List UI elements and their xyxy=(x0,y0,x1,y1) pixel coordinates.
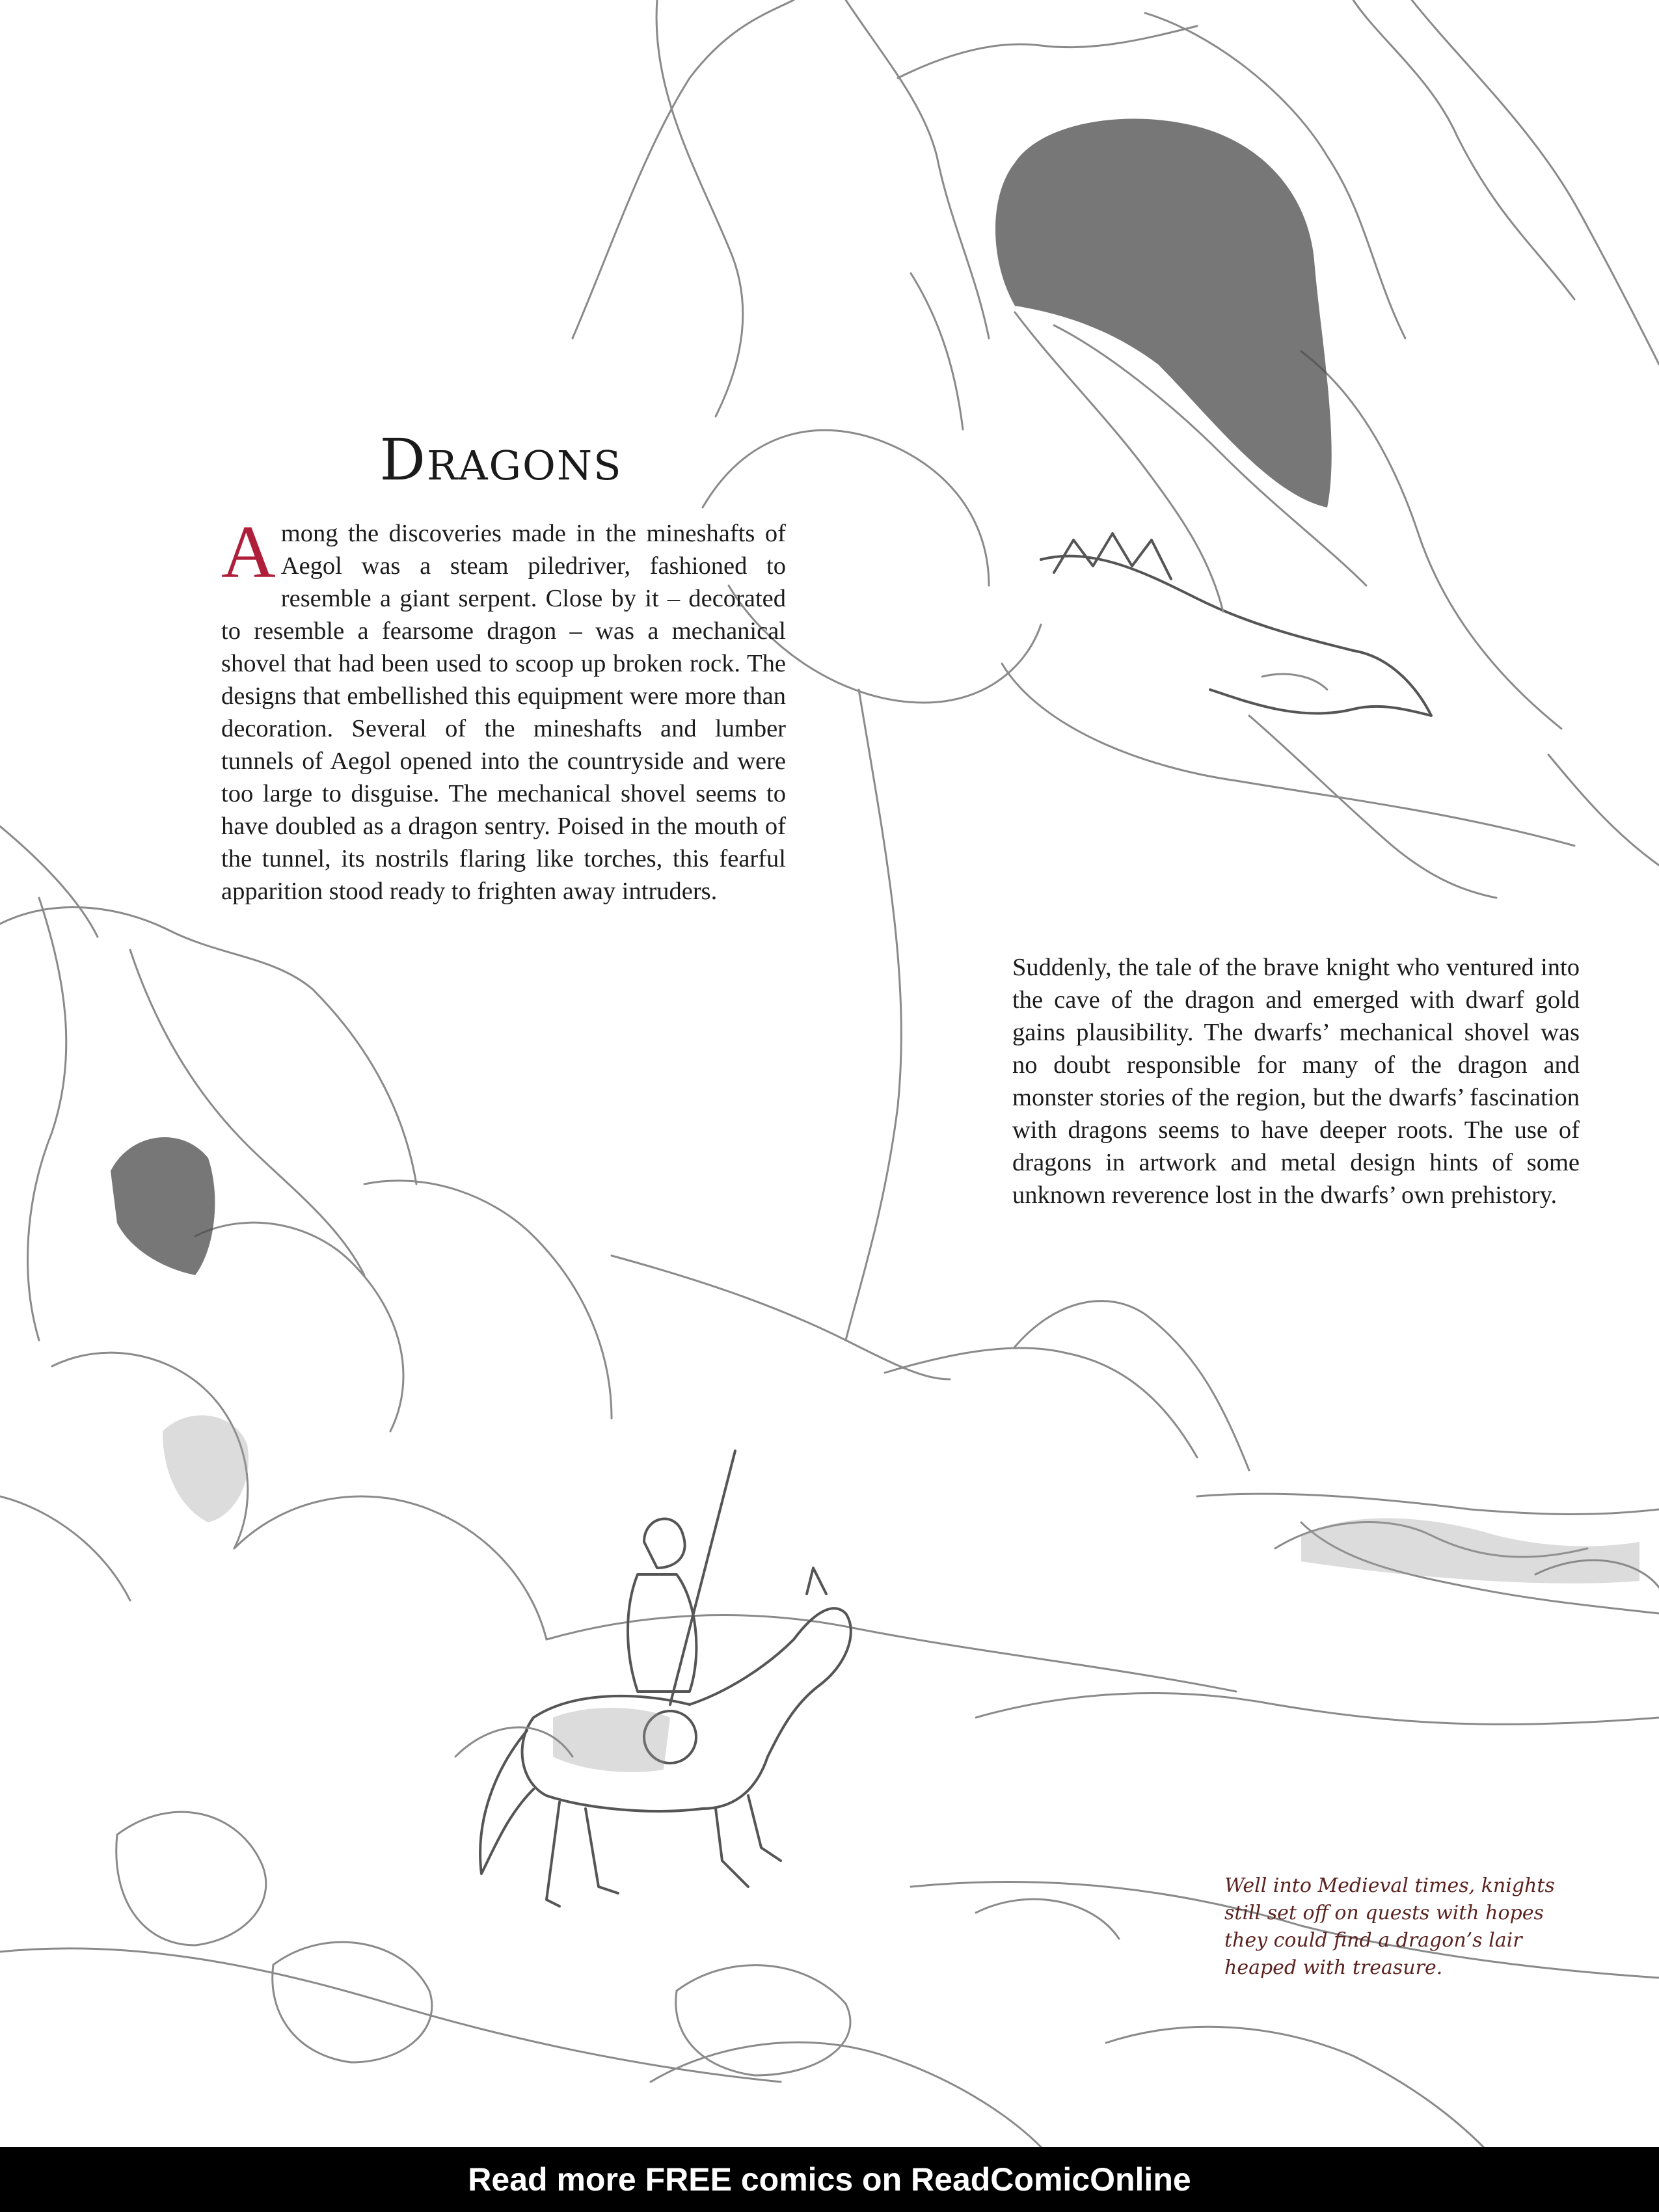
body-paragraph-1-text: mong the discoveries made in the mineshafts of Aegol was a steam piledriver, fashioned to resemble a giant serpent. Close by it – decorated to resemble a fearsome dragon – was a mechanical shovel that had been used to scoop up broken rock. The designs that embellished this equipment were more than decoration. Several of the mineshafts and lumber tunnels of Aegol opened into the countryside and were too large to disguise. The mechanical shovel seems to have doubled as a dragon sentry. Poised in the mouth of the tunnel, its nostrils flaring like torches, this fearful apparition stood ready to frighten away intruders. xyxy=(221,520,786,905)
caption-line: they could find a dragon’s lair xyxy=(1224,1929,1522,1952)
body-paragraph-1 xyxy=(221,511,786,908)
footer-banner[interactable] xyxy=(0,2147,1659,2212)
drop-cap: A xyxy=(221,511,276,594)
cave-mouth-shading xyxy=(995,119,1332,508)
caption-line: still set off on quests with hopes xyxy=(1224,1902,1544,1924)
footer-link-text[interactable]: Read more FREE comics on ReadComicOnline xyxy=(468,2161,1191,2198)
left-cliff-rocks xyxy=(0,826,612,1639)
left-cave-shading xyxy=(111,1137,215,1275)
lower-cave-shading xyxy=(163,1415,249,1522)
caption-line: heaped with treasure. xyxy=(1224,1956,1443,1979)
article-title: Dragons xyxy=(379,426,623,493)
illustration-caption xyxy=(1224,1872,1589,1982)
foreground-rocks xyxy=(116,1560,1659,2075)
caption-line: Well into Medieval times, knights xyxy=(1224,1874,1555,1897)
body-paragraph-2: Suddenly, the tale of the brave knight who ventured into the cave of the dragon and emerged with dwarf gold gains plausibility. The dwarfs’ mechanical shovel was no doubt responsible for many of the dragon and monster stories of the region, but the dwarfs’ fascination with dragons seems to have deeper roots. The use of dragons in artwork and metal design hints of some unknown reverence lost in the dwarfs’ own prehistory. xyxy=(1012,954,1580,1209)
knight-on-horse-sketch xyxy=(480,1451,851,1906)
